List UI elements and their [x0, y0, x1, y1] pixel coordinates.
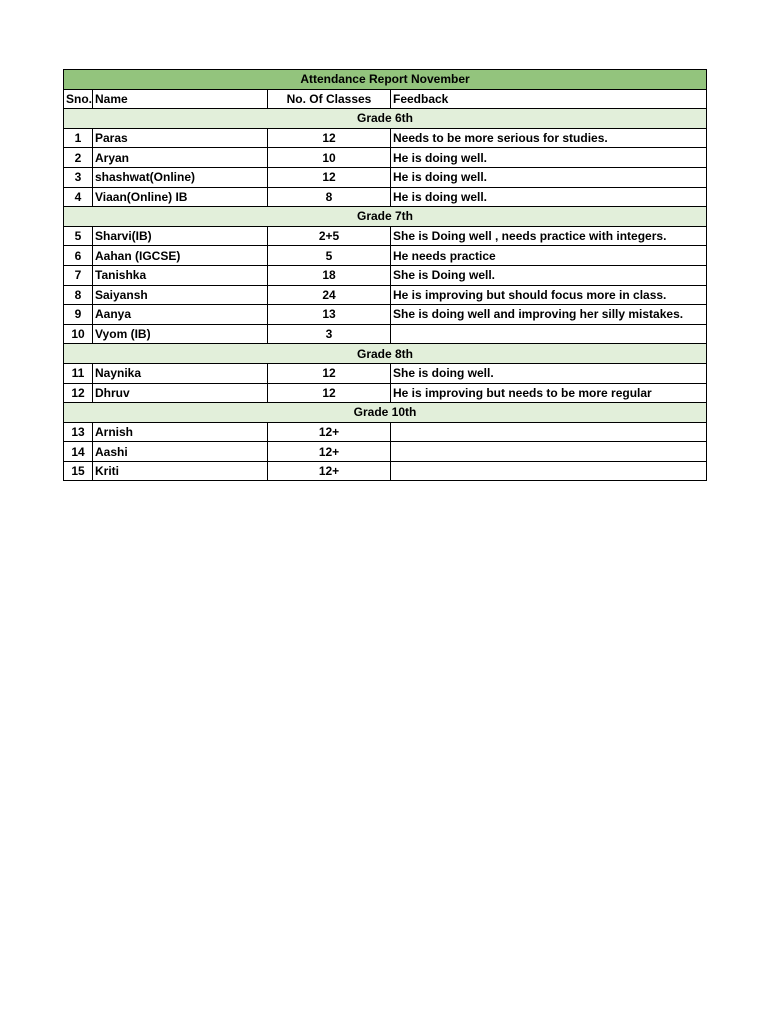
cell-feedback — [391, 442, 707, 462]
cell-feedback — [391, 461, 707, 481]
cell-feedback: He is doing well. — [391, 187, 707, 207]
cell-sno: 12 — [64, 383, 93, 403]
header-row — [64, 89, 707, 109]
cell-feedback: Needs to be more serious for studies. — [391, 128, 707, 148]
cell-classes: 12+ — [268, 442, 391, 462]
cell-name: Aanya — [93, 305, 268, 325]
cell-sno: 15 — [64, 461, 93, 481]
cell-sno: 7 — [64, 265, 93, 285]
cell-name: Saiyansh — [93, 285, 268, 305]
cell-name: Kriti — [93, 461, 268, 481]
cell-name: Sharvi(IB) — [93, 226, 268, 246]
grade-row — [64, 403, 707, 423]
cell-feedback: He needs practice — [391, 246, 707, 266]
table-row — [64, 442, 707, 462]
cell-feedback — [391, 324, 707, 344]
cell-classes: 12+ — [268, 461, 391, 481]
cell-name: Viaan(Online) IB — [93, 187, 268, 207]
grade-row — [64, 109, 707, 129]
cell-classes: 12+ — [268, 422, 391, 442]
grade-label: Grade 7th — [64, 207, 707, 227]
cell-sno: 9 — [64, 305, 93, 325]
cell-classes: 2+5 — [268, 226, 391, 246]
cell-classes: 24 — [268, 285, 391, 305]
cell-classes: 12 — [268, 128, 391, 148]
cell-feedback: She is doing well and improving her silly mistakes. — [391, 305, 707, 325]
cell-classes: 5 — [268, 246, 391, 266]
table-row — [64, 285, 707, 305]
grade-label: Grade 10th — [64, 403, 707, 423]
cell-feedback: She is Doing well , needs practice with integers. — [391, 226, 707, 246]
cell-sno: 14 — [64, 442, 93, 462]
grade-label: Grade 8th — [64, 344, 707, 364]
cell-sno: 11 — [64, 363, 93, 383]
cell-name: Dhruv — [93, 383, 268, 403]
table-row — [64, 187, 707, 207]
cell-feedback: She is Doing well. — [391, 265, 707, 285]
cell-sno: 5 — [64, 226, 93, 246]
table-row — [64, 324, 707, 344]
cell-name: Tanishka — [93, 265, 268, 285]
table-row — [64, 265, 707, 285]
cell-classes: 12 — [268, 383, 391, 403]
header-feedback: Feedback — [391, 89, 707, 109]
table-row — [64, 305, 707, 325]
cell-feedback — [391, 422, 707, 442]
cell-name: Paras — [93, 128, 268, 148]
table-row — [64, 363, 707, 383]
header-sno: Sno. — [64, 89, 93, 109]
cell-classes: 18 — [268, 265, 391, 285]
cell-name: shashwat(Online) — [93, 167, 268, 187]
cell-sno: 4 — [64, 187, 93, 207]
grade-row — [64, 207, 707, 227]
cell-name: Arnish — [93, 422, 268, 442]
header-classes: No. Of Classes — [268, 89, 391, 109]
cell-feedback: He is improving but needs to be more regular — [391, 383, 707, 403]
cell-sno: 8 — [64, 285, 93, 305]
cell-classes: 8 — [268, 187, 391, 207]
table-row — [64, 246, 707, 266]
grade-label: Grade 6th — [64, 109, 707, 129]
cell-name: Naynika — [93, 363, 268, 383]
table-row — [64, 383, 707, 403]
cell-feedback: He is doing well. — [391, 148, 707, 168]
table-row — [64, 128, 707, 148]
title-row — [64, 70, 707, 90]
table-row — [64, 167, 707, 187]
table-row — [64, 461, 707, 481]
cell-classes: 12 — [268, 363, 391, 383]
cell-sno: 6 — [64, 246, 93, 266]
cell-classes: 12 — [268, 167, 391, 187]
cell-feedback: He is doing well. — [391, 167, 707, 187]
attendance-table — [63, 69, 707, 481]
attendance-table-body — [64, 70, 707, 481]
header-name: Name — [93, 89, 268, 109]
cell-classes: 3 — [268, 324, 391, 344]
cell-classes: 13 — [268, 305, 391, 325]
cell-sno: 1 — [64, 128, 93, 148]
table-row — [64, 226, 707, 246]
cell-name: Aryan — [93, 148, 268, 168]
cell-feedback: She is doing well. — [391, 363, 707, 383]
cell-feedback: He is improving but should focus more in class. — [391, 285, 707, 305]
cell-name: Aahan (IGCSE) — [93, 246, 268, 266]
grade-row — [64, 344, 707, 364]
cell-sno: 10 — [64, 324, 93, 344]
cell-name: Vyom (IB) — [93, 324, 268, 344]
report-title: Attendance Report November — [64, 70, 707, 90]
table-row — [64, 148, 707, 168]
cell-sno: 13 — [64, 422, 93, 442]
cell-name: Aashi — [93, 442, 268, 462]
cell-sno: 3 — [64, 167, 93, 187]
cell-sno: 2 — [64, 148, 93, 168]
table-row — [64, 422, 707, 442]
cell-classes: 10 — [268, 148, 391, 168]
